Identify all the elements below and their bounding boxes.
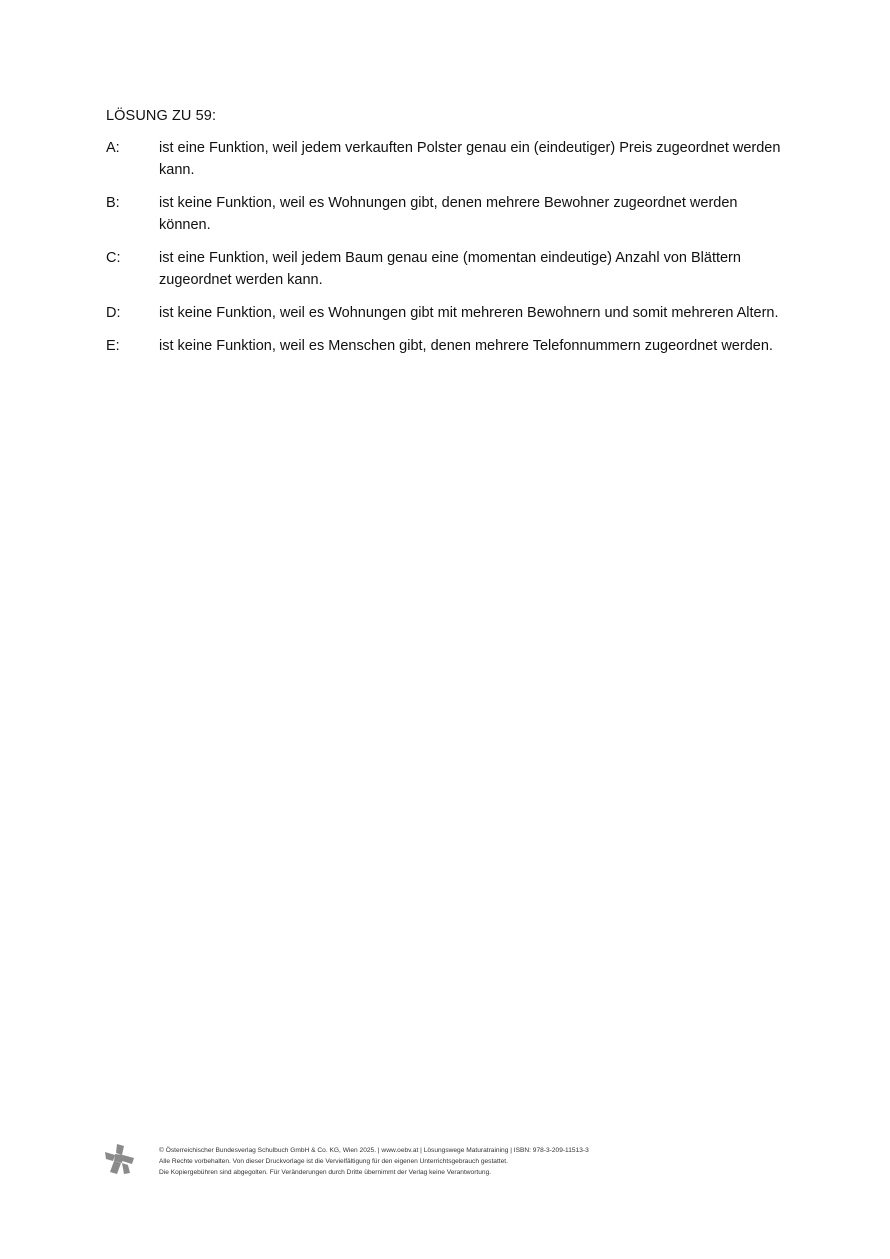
- rights-line: Alle Rechte vorbehalten. Von dieser Druckvorlage ist die Vervielfältigung für den eigenen Unterrichtsgebrauch gestattet.: [159, 1158, 508, 1165]
- answer-text: ist eine Funktion, weil jedem verkauften Polster genau ein (eindeutiger) Preis zugeordnet werden kann.: [159, 140, 781, 178]
- answer-text: ist keine Funktion, weil es Wohnungen gibt mit mehreren Bewohnern und somit mehreren Altern.: [159, 305, 779, 321]
- answer-item-e: [106, 335, 786, 357]
- answer-letter: C:: [106, 250, 121, 266]
- page-footer: [105, 1143, 805, 1183]
- answer-item-c: [106, 247, 786, 291]
- answer-item-a: [106, 137, 786, 181]
- disclaimer-line: Die Kopiergebühren sind abgegolten. Für Veränderungen durch Dritte übernimmt der Verlag keine Verantwortung.: [159, 1169, 492, 1176]
- solution-heading: LÖSUNG ZU 59:: [106, 108, 217, 124]
- page-content: [106, 105, 786, 368]
- answer-letter: E:: [106, 338, 120, 354]
- answer-letter: D:: [106, 305, 121, 321]
- footer-text: [159, 1145, 589, 1178]
- copyright-line: © Österreichischer Bundesverlag Schulbuch GmbH & Co. KG, Wien 2025. | www.oebv.at | Lösungswege Maturatraining | ISBN: 978-3-209-11513-3: [159, 1147, 589, 1154]
- answer-text: ist keine Funktion, weil es Wohnungen gibt, denen mehrere Bewohner zugeordnet werden können.: [159, 195, 738, 233]
- answer-text: ist eine Funktion, weil jedem Baum genau eine (momentan eindeutige) Anzahl von Blättern zugeordnet werden kann.: [159, 250, 741, 288]
- answer-letter: A:: [106, 140, 120, 156]
- answer-text: ist keine Funktion, weil es Menschen gibt, denen mehrere Telefonnummern zugeordnet werden.: [159, 338, 773, 354]
- answer-letter: B:: [106, 195, 120, 211]
- answer-item-b: [106, 192, 786, 236]
- answer-item-d: [106, 302, 786, 324]
- publisher-logo-icon: [105, 1143, 135, 1175]
- answer-list: [106, 137, 786, 357]
